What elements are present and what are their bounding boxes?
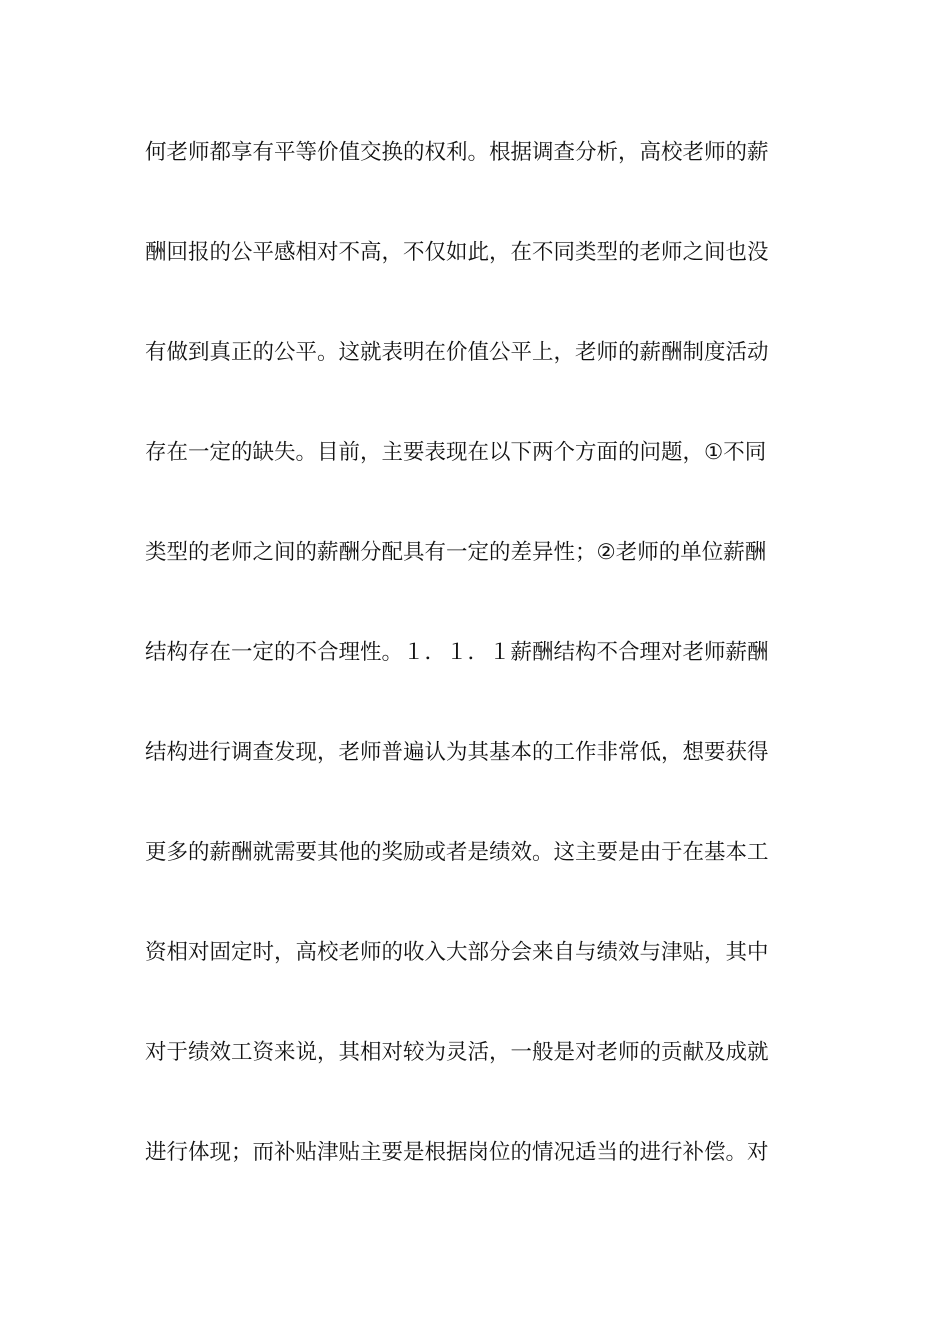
text-line: 进行体现；而补贴津贴主要是根据岗位的情况适当的进行补偿。对 xyxy=(145,1140,769,1165)
text-line: 对于绩效工资来说，其相对较为灵活，一般是对老师的贡献及成就 xyxy=(145,1040,769,1065)
text-line: 类型的老师之间的薪酬分配具有一定的差异性；②老师的单位薪酬 xyxy=(145,540,767,565)
text-line: 何老师都享有平等价值交换的权利。根据调查分析，高校老师的薪 xyxy=(145,140,769,165)
text-line: 酬回报的公平感相对不高，不仅如此，在不同类型的老师之间也没 xyxy=(145,240,769,265)
text-line: 有做到真正的公平。这就表明在价值公平上，老师的薪酬制度活动 xyxy=(145,340,769,365)
text-line: 结构存在一定的不合理性。１．１．１薪酬结构不合理对老师薪酬 xyxy=(145,640,769,665)
text-line: 存在一定的缺失。目前，主要表现在以下两个方面的问题，①不同 xyxy=(145,440,767,465)
body-text xyxy=(145,130,817,1230)
text-line: 结构进行调查发现，老师普遍认为其基本的工作非常低，想要获得 xyxy=(145,740,769,765)
text-line: 资相对固定时，高校老师的收入大部分会来自与绩效与津贴，其中 xyxy=(145,940,769,965)
text-line: 更多的薪酬就需要其他的奖励或者是绩效。这主要是由于在基本工 xyxy=(145,840,769,865)
